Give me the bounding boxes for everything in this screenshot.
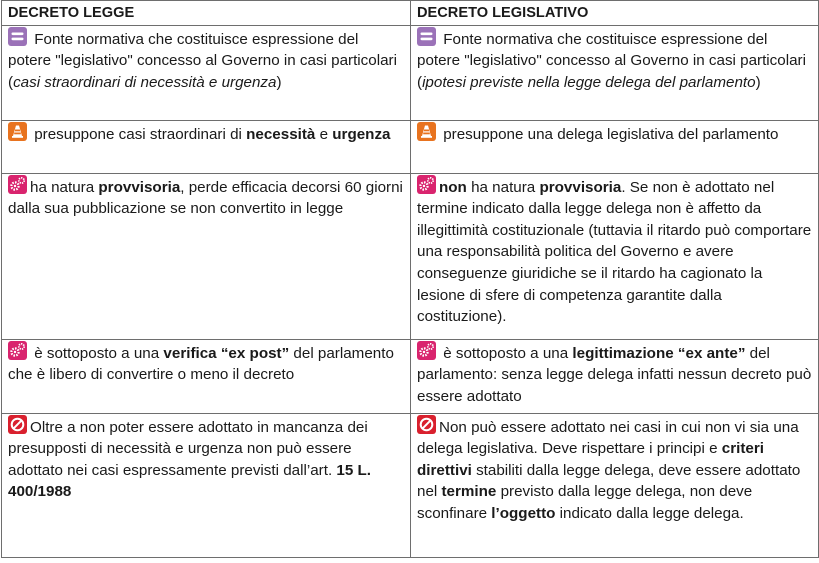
cell-left: ha natura provvisoria, perde efficacia decorsi 60 giorni dalla sua pubblicazione se non convertito in legge <box>2 173 411 339</box>
cell-right: presuppone una delega legislativa del parlamento <box>411 120 819 173</box>
gears-icon <box>417 175 436 194</box>
cell-right: Fonte normativa che costituisce espressione del potere "legislativo" concesso al Governo in casi particolari (ipotesi previste nella legge delega del parlamento) <box>411 25 819 120</box>
table-row <box>2 413 819 557</box>
table-row <box>2 25 819 120</box>
equals-icon <box>8 27 27 46</box>
cell-left: Fonte normativa che costituisce espressione del potere "legislativo" concesso al Governo in casi particolari (casi straordinari di necessità e urgenza) <box>2 25 411 120</box>
cell-right: non ha natura provvisoria. Se non è adottato nel termine indicato dalla legge delega non è affetto da illegittimità costituzionale (tuttavia il ritardo può comportare una responsabilità politica del Governo e avere conseguenze giuridiche se il ritardo ha cagionato la lesione di sfere di competenza garantite dalla costituzione). <box>411 173 819 339</box>
cell-right: è sottoposto a una legittimazione “ex ante” del parlamento: senza legge delega infatti nessun decreto può essere adottato <box>411 339 819 413</box>
equals-icon <box>417 27 436 46</box>
header-row <box>2 1 819 26</box>
table-row <box>2 173 819 339</box>
cell-left: Oltre a non poter essere adottato in mancanza dei presupposti di necessità e urgenza non può essere adottato nei casi espressamente previsti dall’art. 15 L. 400/1988 <box>2 413 411 557</box>
no-entry-icon <box>8 415 27 434</box>
header-decreto-legge: DECRETO LEGGE <box>2 1 411 26</box>
no-entry-icon <box>417 415 436 434</box>
gears-icon <box>8 341 27 360</box>
gears-icon <box>8 175 27 194</box>
header-decreto-legislativo: DECRETO LEGISLATIVO <box>411 1 819 26</box>
gears-icon <box>417 341 436 360</box>
cell-left: è sottoposto a una verifica “ex post” del parlamento che è libero di convertire o meno il decreto <box>2 339 411 413</box>
comparison-table <box>1 0 819 558</box>
cell-left: presuppone casi straordinari di necessità e urgenza <box>2 120 411 173</box>
table-row <box>2 339 819 413</box>
table-row <box>2 120 819 173</box>
cell-right: Non può essere adottato nei casi in cui non vi sia una delega legislativa. Deve rispettare i principi e criteri direttivi stabiliti dalla legge delega, deve essere adottato nel termine previsto dalla legge delega, non deve sconfinare l’oggetto indicato dalla legge delega. <box>411 413 819 557</box>
traffic-cone-icon <box>8 122 27 141</box>
traffic-cone-icon <box>417 122 436 141</box>
